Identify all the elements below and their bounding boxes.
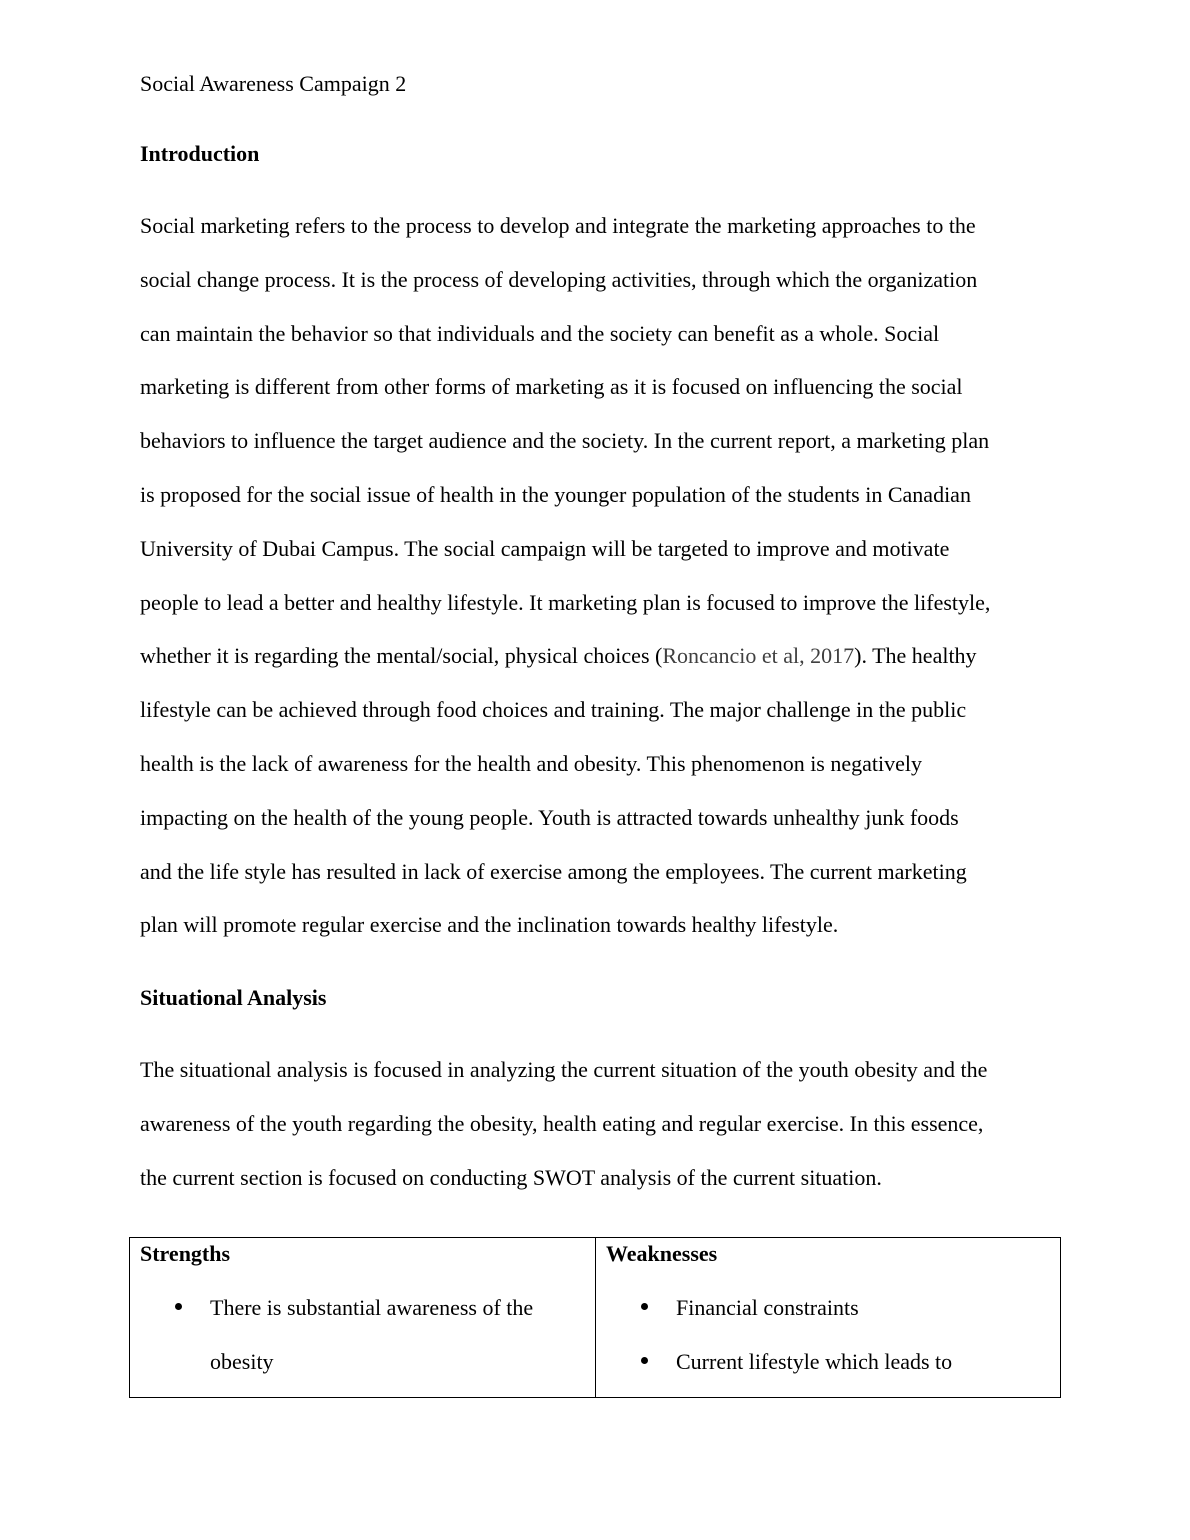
situational-analysis-heading: Situational Analysis	[140, 985, 327, 1010]
paragraph-line: lifestyle can be achieved through food choices and training. The major challenge in the public	[140, 697, 967, 723]
list-item-line: obesity	[210, 1348, 274, 1374]
list-item-line: Current lifestyle which leads to	[676, 1348, 953, 1374]
paragraph-line: Social marketing refers to the process to develop and integrate the marketing approaches to the	[140, 213, 976, 238]
paragraph-line: marketing is different from other forms of marketing as it is focused on influencing the social	[140, 374, 963, 400]
paragraph-line: behaviors to influence the target audience and the society. In the current report, a marketing plan	[140, 428, 990, 454]
paragraph-line: impacting on the health of the young people. Youth is attracted towards unhealthy junk foods	[140, 804, 959, 830]
weaknesses-list	[596, 1294, 1060, 1402]
list-item	[596, 1294, 1060, 1348]
paragraph-line: plan will promote regular exercise and the inclination towards healthy lifestyle.	[140, 912, 839, 938]
introduction-paragraph	[140, 212, 1060, 965]
paragraph-line: social change process. It is the process of developing activities, through which the organization	[140, 266, 978, 292]
bullet-icon	[175, 1303, 182, 1310]
paragraph-line: people to lead a better and healthy lifestyle. It marketing plan is focused to improve the lifestyle,	[140, 589, 991, 615]
strengths-cell	[130, 1238, 596, 1397]
strengths-title: Strengths	[140, 1241, 231, 1266]
citation-suffix: ). The healthy	[854, 643, 977, 669]
weaknesses-title: Weaknesses	[606, 1241, 718, 1266]
list-item-line: Financial constraints	[676, 1295, 859, 1320]
citation: Roncancio et al, 2017	[662, 643, 855, 669]
bullet-icon	[641, 1303, 648, 1310]
citation-prefix: whether it is regarding the mental/social, physical choices (	[140, 643, 663, 669]
list-item	[130, 1294, 595, 1402]
paragraph-line: and the life style has resulted in lack of exercise among the employees. The current marketing	[140, 858, 967, 884]
introduction-heading: Introduction	[140, 141, 260, 166]
bullet-icon	[641, 1357, 648, 1364]
swot-table	[129, 1237, 1061, 1398]
paragraph-line: can maintain the behavior so that individuals and the society can benefit as a whole. Social	[140, 320, 940, 346]
paragraph-line: awareness of the youth regarding the obesity, health eating and regular exercise. In this essence,	[140, 1110, 984, 1136]
paragraph-line: is proposed for the social issue of health in the younger population of the students in Canadian	[140, 481, 971, 507]
running-head: Social Awareness Campaign 2	[140, 71, 407, 96]
paragraph-line: The situational analysis is focused in analyzing the current situation of the youth obesity and the	[140, 1057, 988, 1082]
strengths-list	[130, 1294, 595, 1402]
paragraph-line: University of Dubai Campus. The social campaign will be targeted to improve and motivate	[140, 535, 950, 561]
paragraph-line: health is the lack of awareness for the health and obesity. This phenomenon is negatively	[140, 750, 922, 776]
paragraph-line-with-citation	[140, 642, 1060, 696]
weaknesses-cell	[596, 1238, 1060, 1397]
list-item	[596, 1348, 1060, 1402]
paragraph-line: the current section is focused on conducting SWOT analysis of the current situation.	[140, 1164, 882, 1190]
list-item-line: There is substantial awareness of the	[210, 1295, 534, 1320]
situational-analysis-paragraph	[140, 1056, 1060, 1217]
